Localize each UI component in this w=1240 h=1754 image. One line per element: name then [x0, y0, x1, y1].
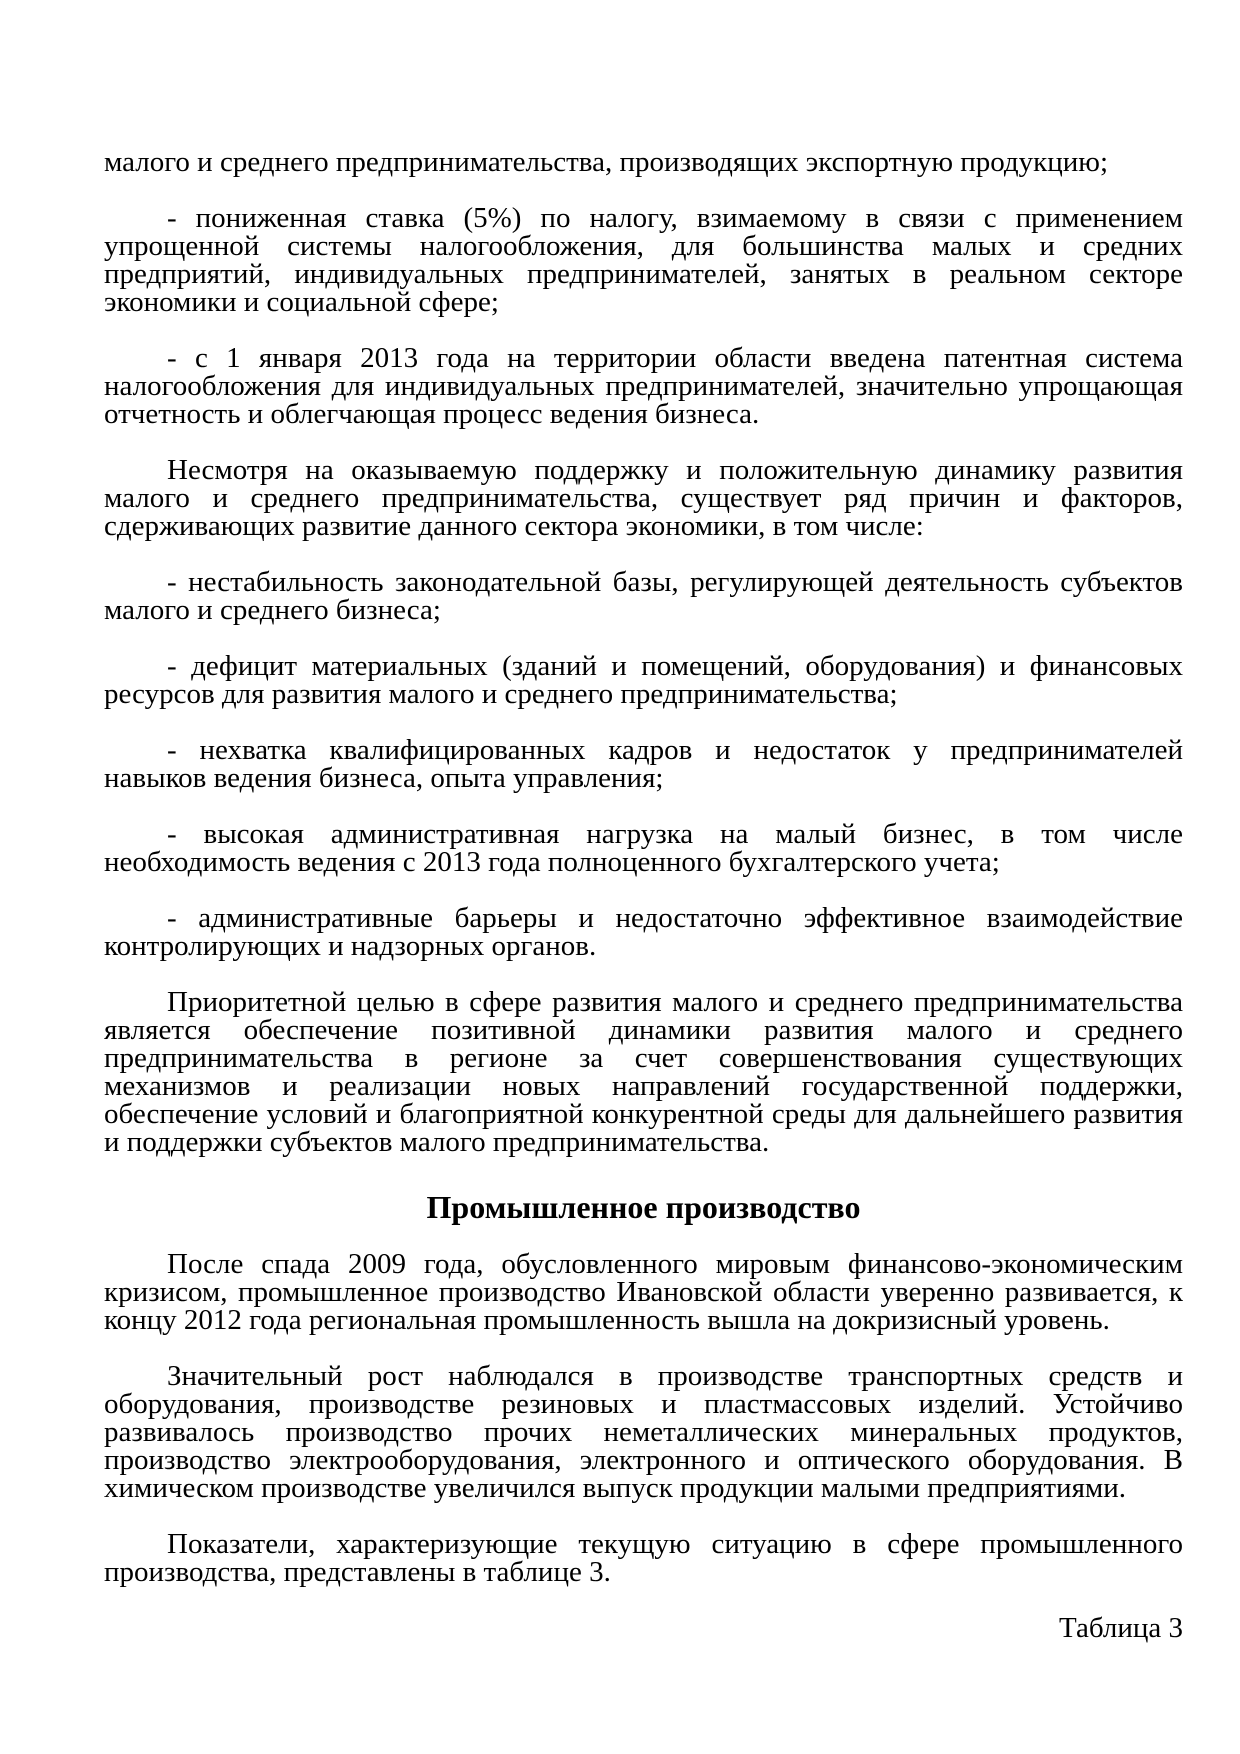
paragraph-export-products: малого и среднего предпринимательства, производящих экспортную продукцию; [104, 146, 1109, 178]
paragraph-constraining-factors-intro: Несмотря на оказываемую поддержку и положительную динамику развития малого и среднего предпринимательства, существует ряд причин и факторов, сдерживающих развитие данного сектора экономики, в том числе: [104, 454, 1183, 542]
paragraph-priority-goal: Приоритетной целью в сфере развития малого и среднего предпринимательства является обеспечение позитивной динамики развития малого и среднего предпринимательства в регионе за счет совершенствования существующих механизмов и реализации новых направлений государственной поддержки, обеспечение условий и благоприятной конкурентной среды для дальнейшего развития и поддержки субъектов малого предпринимательства. [104, 986, 1183, 1158]
paragraph-growth-sectors: Значительный рост наблюдался в производстве транспортных средств и оборудования, производстве резиновых и пластмассовых изделий. Устойчиво развивалось производство прочих неметаллических минеральных продуктов, производство электрооборудования, электронного и оптического оборудования. В химическом производстве увеличился выпуск продукции малыми предприятиями. [104, 1360, 1183, 1504]
paragraph-reduced-tax-rate: - пониженная ставка (5%) по налогу, взимаемому в связи с применением упрощенной системы налогообложения, для большинства малых и средних предприятий, индивидуальных предпринимателей, занятых в реальном секторе экономики и социальной сфере; [104, 202, 1183, 318]
paragraph-patent-tax-system: - с 1 января 2013 года на территории области введена патентная система налогообложения для индивидуальных предпринимателей, значительно упрощающая отчетность и облегчающая процесс ведения бизнеса. [104, 342, 1183, 430]
paragraph-post-crisis-recovery: После спада 2009 года, обусловленного мировым финансово-экономическим кризисом, промышленное производство Ивановской области уверенно развивается, к концу 2012 года региональная промышленность вышла на докризисный уровень. [104, 1248, 1183, 1336]
table-caption: Таблица 3 [1058, 1612, 1183, 1644]
list-item-legislation-instability: - нестабильность законодательной базы, регулирующей деятельность субъектов малого и среднего бизнеса; [104, 566, 1183, 626]
list-item-resource-deficit: - дефицит материальных (зданий и помещений, оборудования) и финансовых ресурсов для развития малого и среднего предпринимательства; [104, 650, 1183, 710]
paragraph-indicators-reference: Показатели, характеризующие текущую ситуацию в сфере промышленного производства, представлены в таблице 3. [104, 1528, 1183, 1588]
list-item-administrative-burden: - высокая административная нагрузка на малый бизнес, в том числе необходимость ведения с 2013 года полноценного бухгалтерского учета; [104, 818, 1183, 878]
section-heading-industrial-production: Промышленное производство [426, 1189, 861, 1225]
list-item-administrative-barriers: - административные барьеры и недостаточно эффективное взаимодействие контролирующих и надзорных органов. [104, 902, 1183, 962]
list-item-personnel-shortage: - нехватка квалифицированных кадров и недостаток у предпринимателей навыков ведения бизнеса, опыта управления; [104, 734, 1183, 794]
